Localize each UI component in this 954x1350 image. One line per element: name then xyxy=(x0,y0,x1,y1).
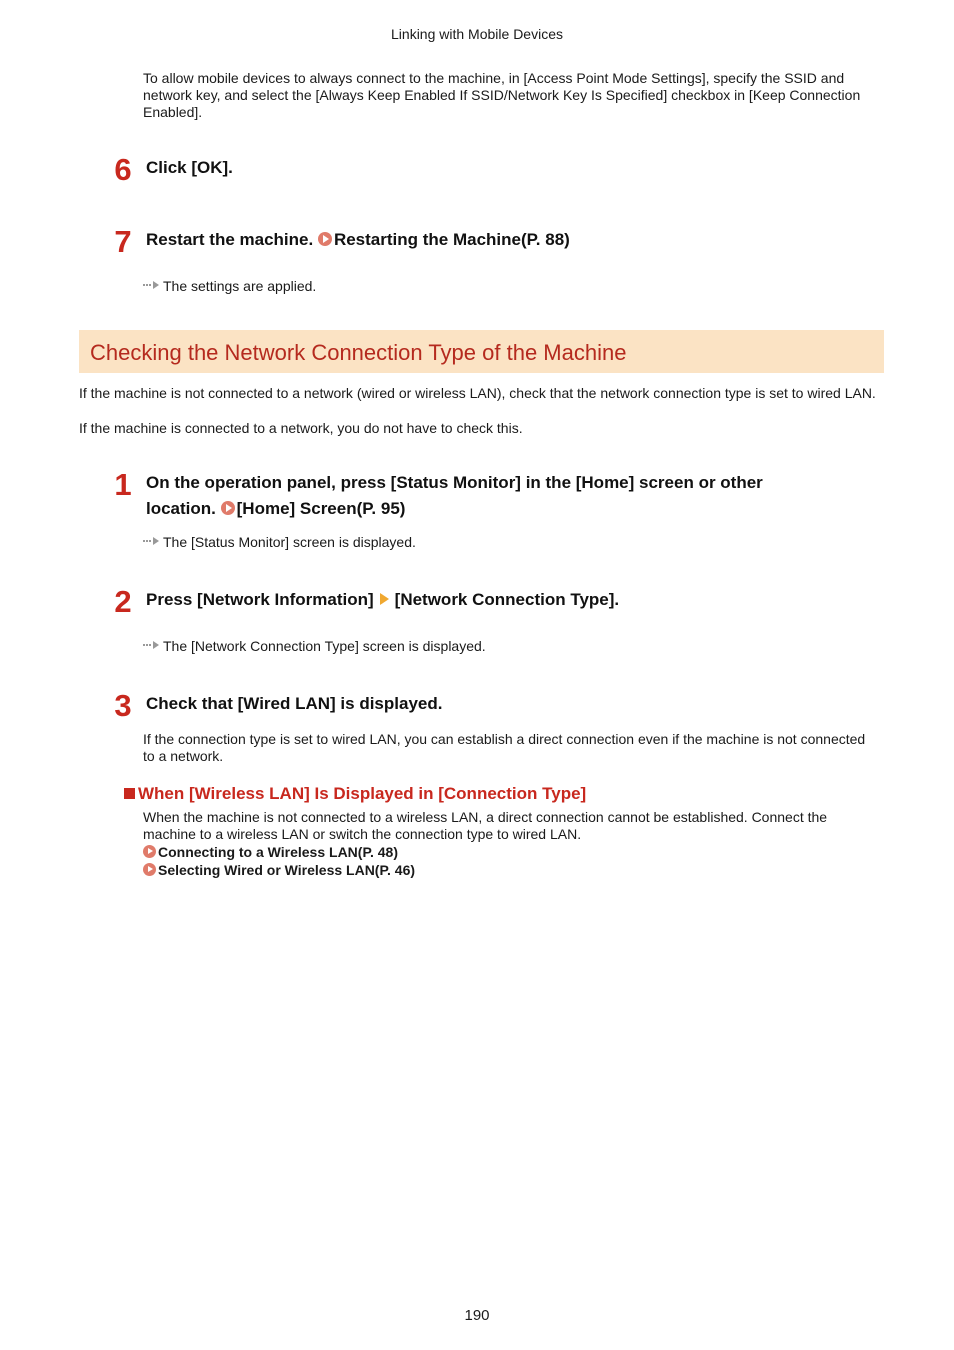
step-title xyxy=(146,587,866,613)
step-number: 2 xyxy=(114,584,132,619)
note-heading-text: When [Wireless LAN] Is Displayed in [Connection Type] xyxy=(138,784,587,803)
section-description: If the machine is not connected to a network (wired or wireless LAN), check that the network connection type is set to wired LAN. xyxy=(79,385,876,401)
arrow-right-icon xyxy=(380,593,389,605)
result-arrow-icon xyxy=(143,640,160,650)
step-title: Click [OK]. xyxy=(146,158,233,177)
step-number: 1 xyxy=(114,467,132,502)
step-result xyxy=(143,278,316,295)
step-result xyxy=(143,638,486,655)
section-description: If the machine is connected to a network, you do not have to check this. xyxy=(79,420,523,436)
running-header: Linking with Mobile Devices xyxy=(391,26,563,42)
step-title-text: Restart the machine. xyxy=(146,230,318,249)
square-bullet-icon xyxy=(124,788,135,799)
link-label: [Home] Screen(P. 95) xyxy=(236,499,406,518)
result-arrow-icon xyxy=(143,280,160,290)
home-screen-link[interactable] xyxy=(221,499,406,518)
link-label: Restarting the Machine(P. 88) xyxy=(333,230,570,249)
step-title-text: On the operation panel, press [Status Monitor] in the [Home] screen or other location. xyxy=(146,473,763,518)
intro-paragraph: To allow mobile devices to always connect to the machine, in [Access Point Mode Settings], specify the SSID and network key, and select the [Always Keep Enabled If SSID/Network Key Is Specified] checkbox in [Keep Connection Enabled]. xyxy=(143,70,861,120)
step-title xyxy=(146,470,836,522)
step-title: Check that [Wired LAN] is displayed. xyxy=(146,694,443,713)
step-body: If the connection type is set to wired LAN, you can establish a direct connection even if the machine is not connected to a network. xyxy=(143,731,866,764)
result-text: The [Network Connection Type] screen is displayed. xyxy=(163,638,486,654)
link-label: Connecting to a Wireless LAN(P. 48) xyxy=(158,844,398,860)
step-title-part: [Network Connection Type]. xyxy=(394,590,620,609)
restart-machine-link[interactable] xyxy=(318,230,570,249)
result-text: The [Status Monitor] screen is displayed. xyxy=(163,534,416,550)
wired-wireless-link[interactable] xyxy=(143,861,415,879)
section-title: Checking the Network Connection Type of the Machine xyxy=(90,340,627,365)
wireless-lan-link[interactable] xyxy=(143,843,398,861)
step-number: 3 xyxy=(114,688,132,723)
link-arrow-icon xyxy=(318,232,332,246)
page-number: 190 xyxy=(464,1307,490,1324)
step-result xyxy=(143,534,416,551)
link-label: Selecting Wired or Wireless LAN(P. 46) xyxy=(158,862,416,878)
note-heading xyxy=(124,784,586,804)
step-title xyxy=(146,227,866,253)
step-number: 7 xyxy=(114,224,132,259)
step-title-part: Press [Network Information] xyxy=(146,590,374,609)
link-arrow-icon xyxy=(221,501,235,515)
result-arrow-icon xyxy=(143,536,160,546)
result-text: The settings are applied. xyxy=(163,278,317,294)
note-body: When the machine is not connected to a wireless LAN, a direct connection cannot be established. Connect the machine to a wireless LAN or switch the connection type to wired LAN. xyxy=(143,809,828,842)
step-number: 6 xyxy=(114,152,132,187)
link-arrow-icon xyxy=(143,863,156,876)
link-arrow-icon xyxy=(143,845,156,858)
